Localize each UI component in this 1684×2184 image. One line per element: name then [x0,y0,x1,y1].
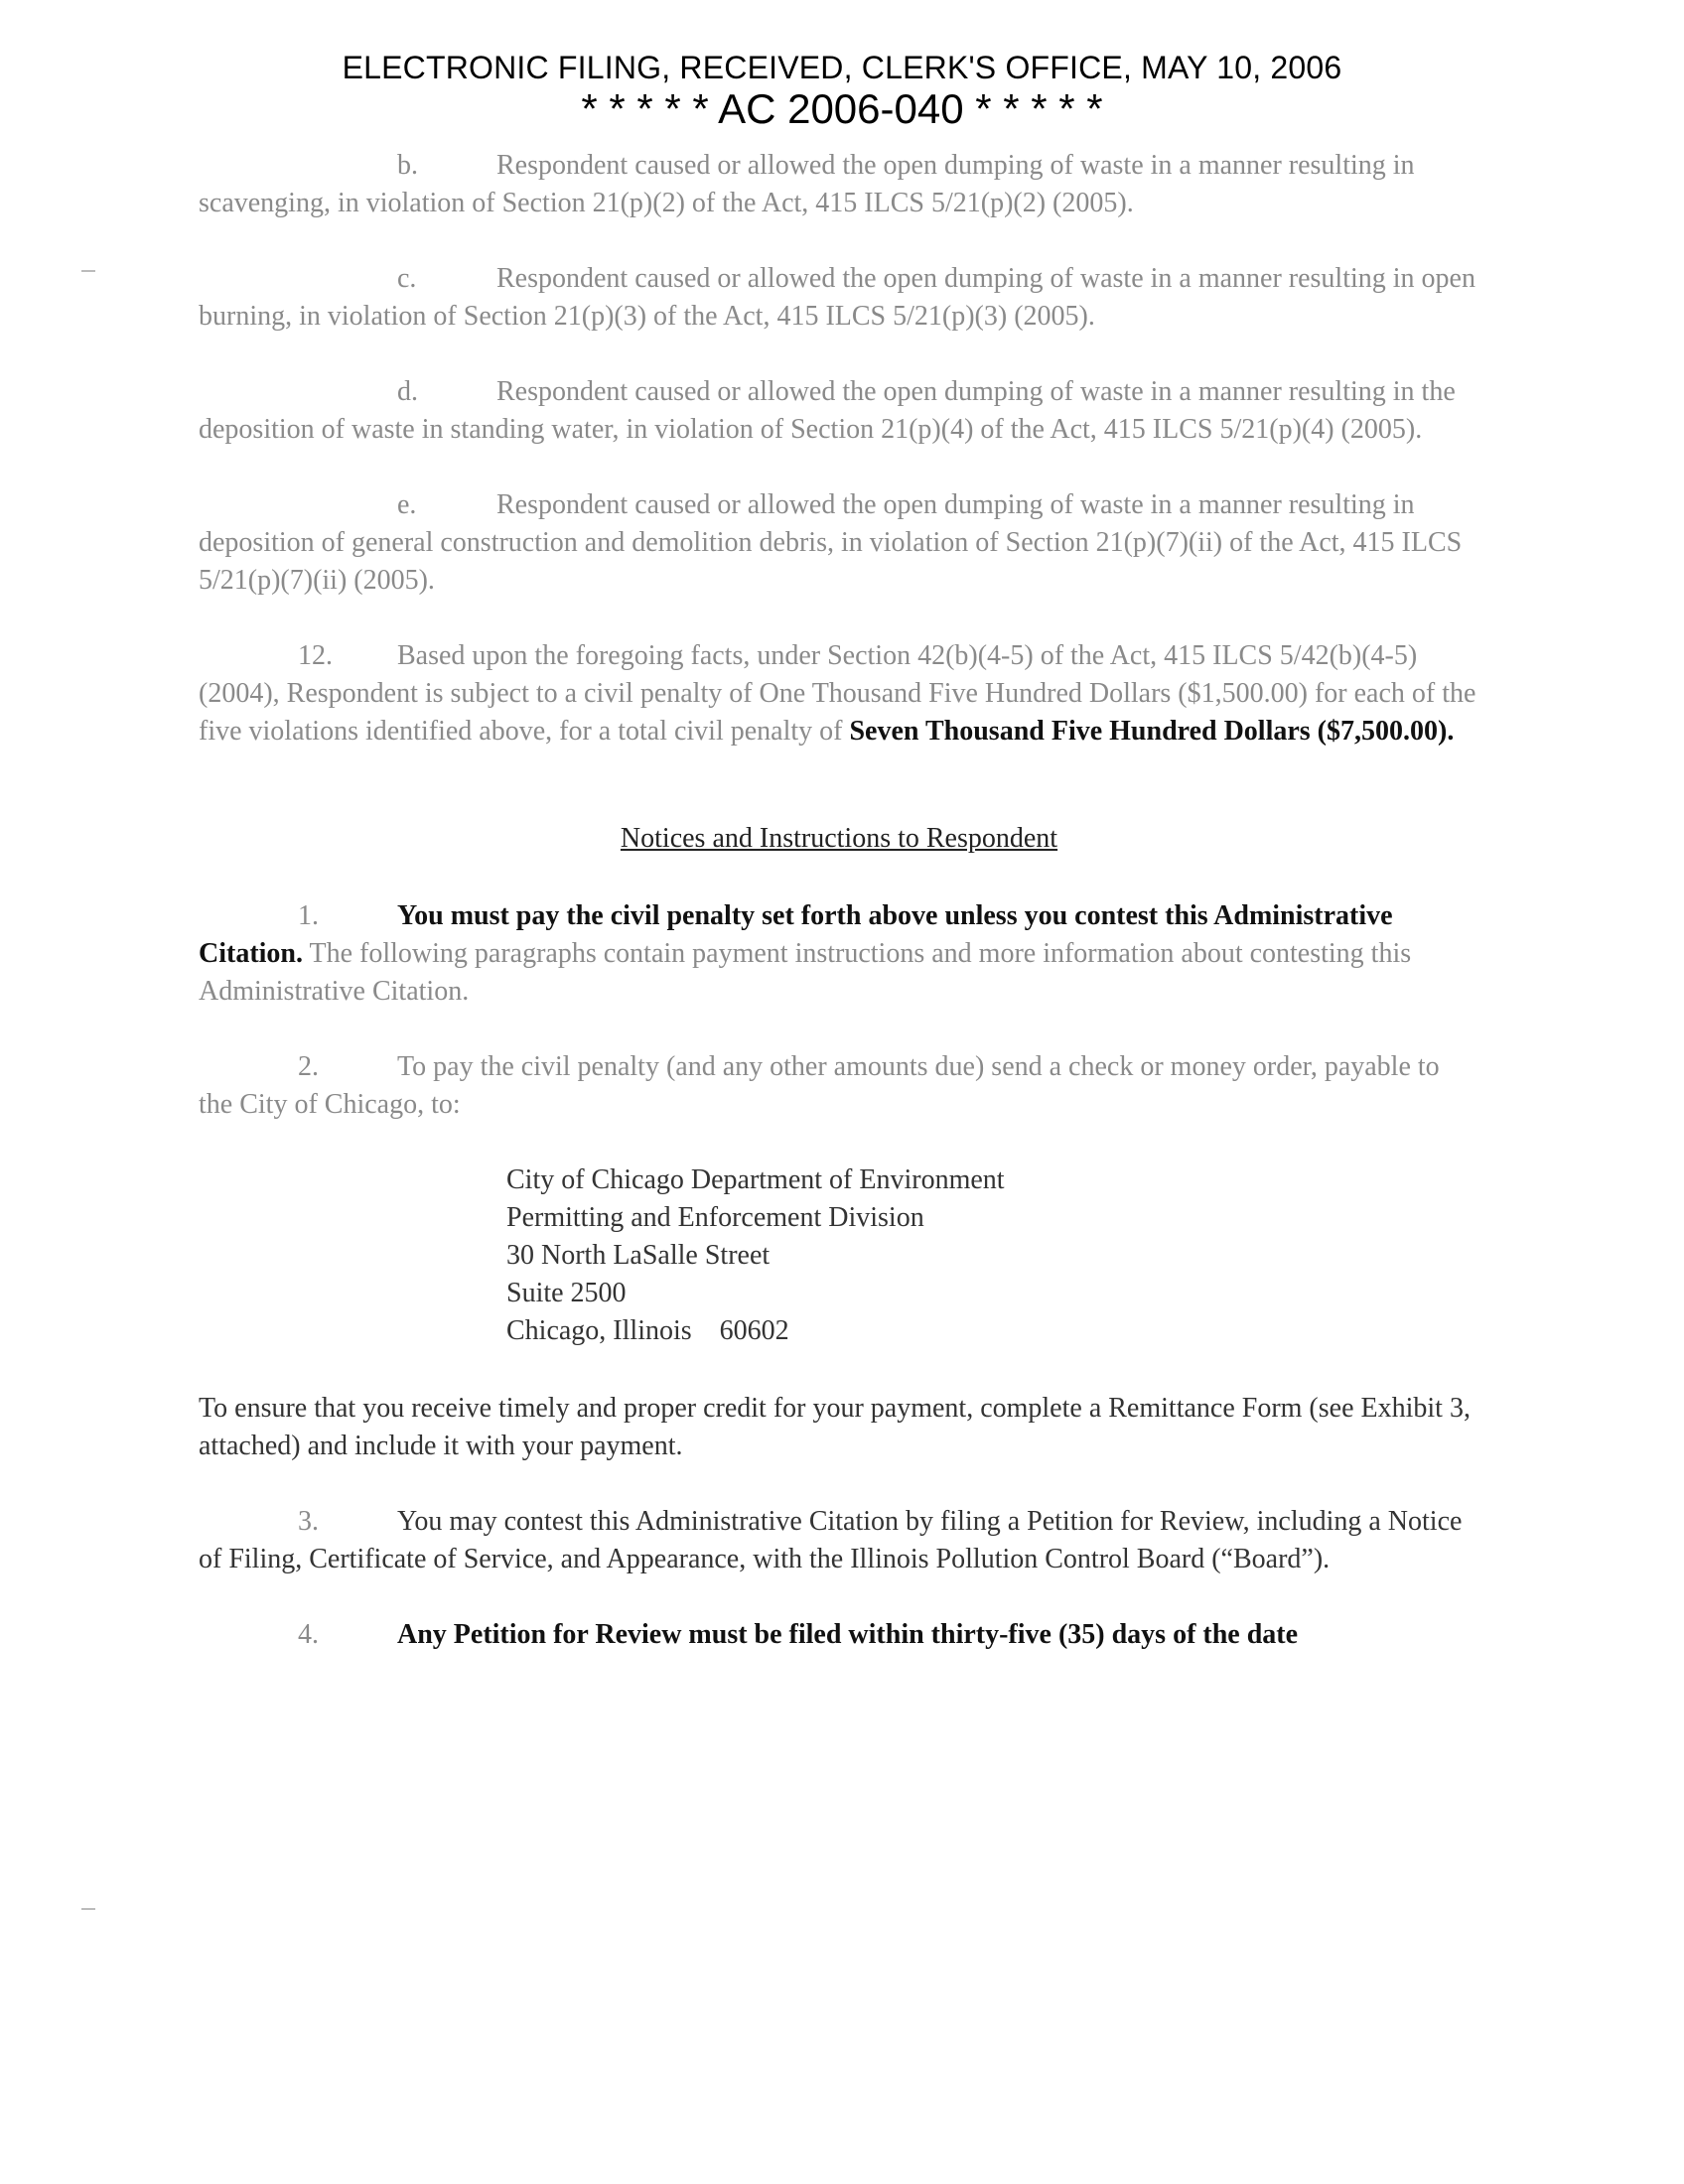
filing-stamp-line: ELECTRONIC FILING, RECEIVED, CLERK'S OFFICE, MAY 10, 2006 [342,50,1342,85]
paragraph-marker: c. [397,263,417,294]
address-line: Chicago, Illinois 60602 [506,1315,789,1346]
paragraph-text: You may contest this Administrative Citation by filing a Petition for Review, including a Notice of Filing, Certificate of Service, and Appearance, with the Illinois Pollution Control Board (“Board”). [199,1506,1463,1574]
case-number-line: * * * * * AC 2006-040 * * * * * [581,85,1103,132]
violation-paragraph-d [199,373,1479,449]
address-line: City of Chicago Department of Environment [506,1164,1005,1195]
remittance-paragraph: To ensure that you receive timely and proper credit for your payment, complete a Remittance Form (see Exhibit 3, attached) and include it with your payment. [199,1393,1471,1461]
violation-paragraph-b [199,147,1479,222]
paragraph-marker: 2. [298,1051,319,1082]
document-body [199,147,1479,1692]
paragraph-text: Respondent caused or allowed the open dumping of waste in a manner resulting in the deposition of waste in standing water, in violation of Section 21(p)(4) of the Act, 415 ILCS 5/21(p)(4) (2005). [199,376,1456,445]
paragraph-bold-text: Any Petition for Review must be filed within thirty-five (35) days of the date [397,1619,1299,1650]
paragraph-bold-text: You must pay the civil penalty set forth above unless you contest this Administrative Citation. [199,900,1393,969]
paragraph-text: To pay the civil penalty (and any other amounts due) send a check or money order, payable to the City of Chicago, to: [199,1051,1440,1120]
filing-header [0,50,1684,132]
paragraph-text: Respondent caused or allowed the open dumping of waste in a manner resulting in scavenging, in violation of Section 21(p)(2) of the Act, 415 ILCS 5/21(p)(2) (2005). [199,150,1415,218]
paragraph-marker: b. [397,150,418,181]
paragraph-text: The following paragraphs contain payment instructions and more information about contesting this Administrative Citation. [199,938,1412,1007]
paragraph-marker: 4. [298,1619,319,1650]
total-penalty: Seven Thousand Five Hundred Dollars ($7,500.00). [849,716,1455,747]
notice-paragraph-1 [199,897,1479,1011]
paragraph-text: Respondent caused or allowed the open dumping of waste in a manner resulting in open burning, in violation of Section 21(p)(3) of the Act, 415 ILCS 5/21(p)(3) (2005). [199,263,1475,332]
paragraph-marker: 3. [298,1506,319,1537]
address-line: Permitting and Enforcement Division [506,1202,924,1233]
penalty-paragraph [199,637,1479,751]
mailing-address [506,1161,1479,1350]
violation-paragraph-e [199,486,1479,600]
notice-paragraph-3 [199,1503,1479,1578]
address-line: 30 North LaSalle Street [506,1240,771,1271]
address-line: Suite 2500 [506,1278,627,1308]
paragraph-marker: 1. [298,900,319,931]
notice-paragraph-2 [199,1048,1479,1124]
paragraph-text: Based upon the foregoing facts, under Section 42(b)(4-5) of the Act, 415 ILCS 5/42(b)(4-5) (2004), Respondent is subject to a civil penalty of One Thousand Five Hundred Dollars ($1,500.00) for each of the five violations identified above, for a total civil penalty of [199,640,1476,747]
scan-speck [81,1908,95,1910]
paragraph-marker: 12. [298,640,333,671]
paragraph-text: Respondent caused or allowed the open dumping of waste in a manner resulting in deposition of general construction and demolition debris, in violation of Section 21(p)(7)(ii) of the Act, 415 ILCS 5/21(p)(7)(ii) (2005). [199,489,1463,596]
scan-speck [81,270,95,272]
section-heading: Notices and Instructions to Respondent [620,823,1058,854]
paragraph-marker: d. [397,376,418,407]
paragraph-marker: e. [397,489,417,520]
violation-paragraph-c [199,260,1479,336]
notice-paragraph-4 [199,1616,1479,1654]
